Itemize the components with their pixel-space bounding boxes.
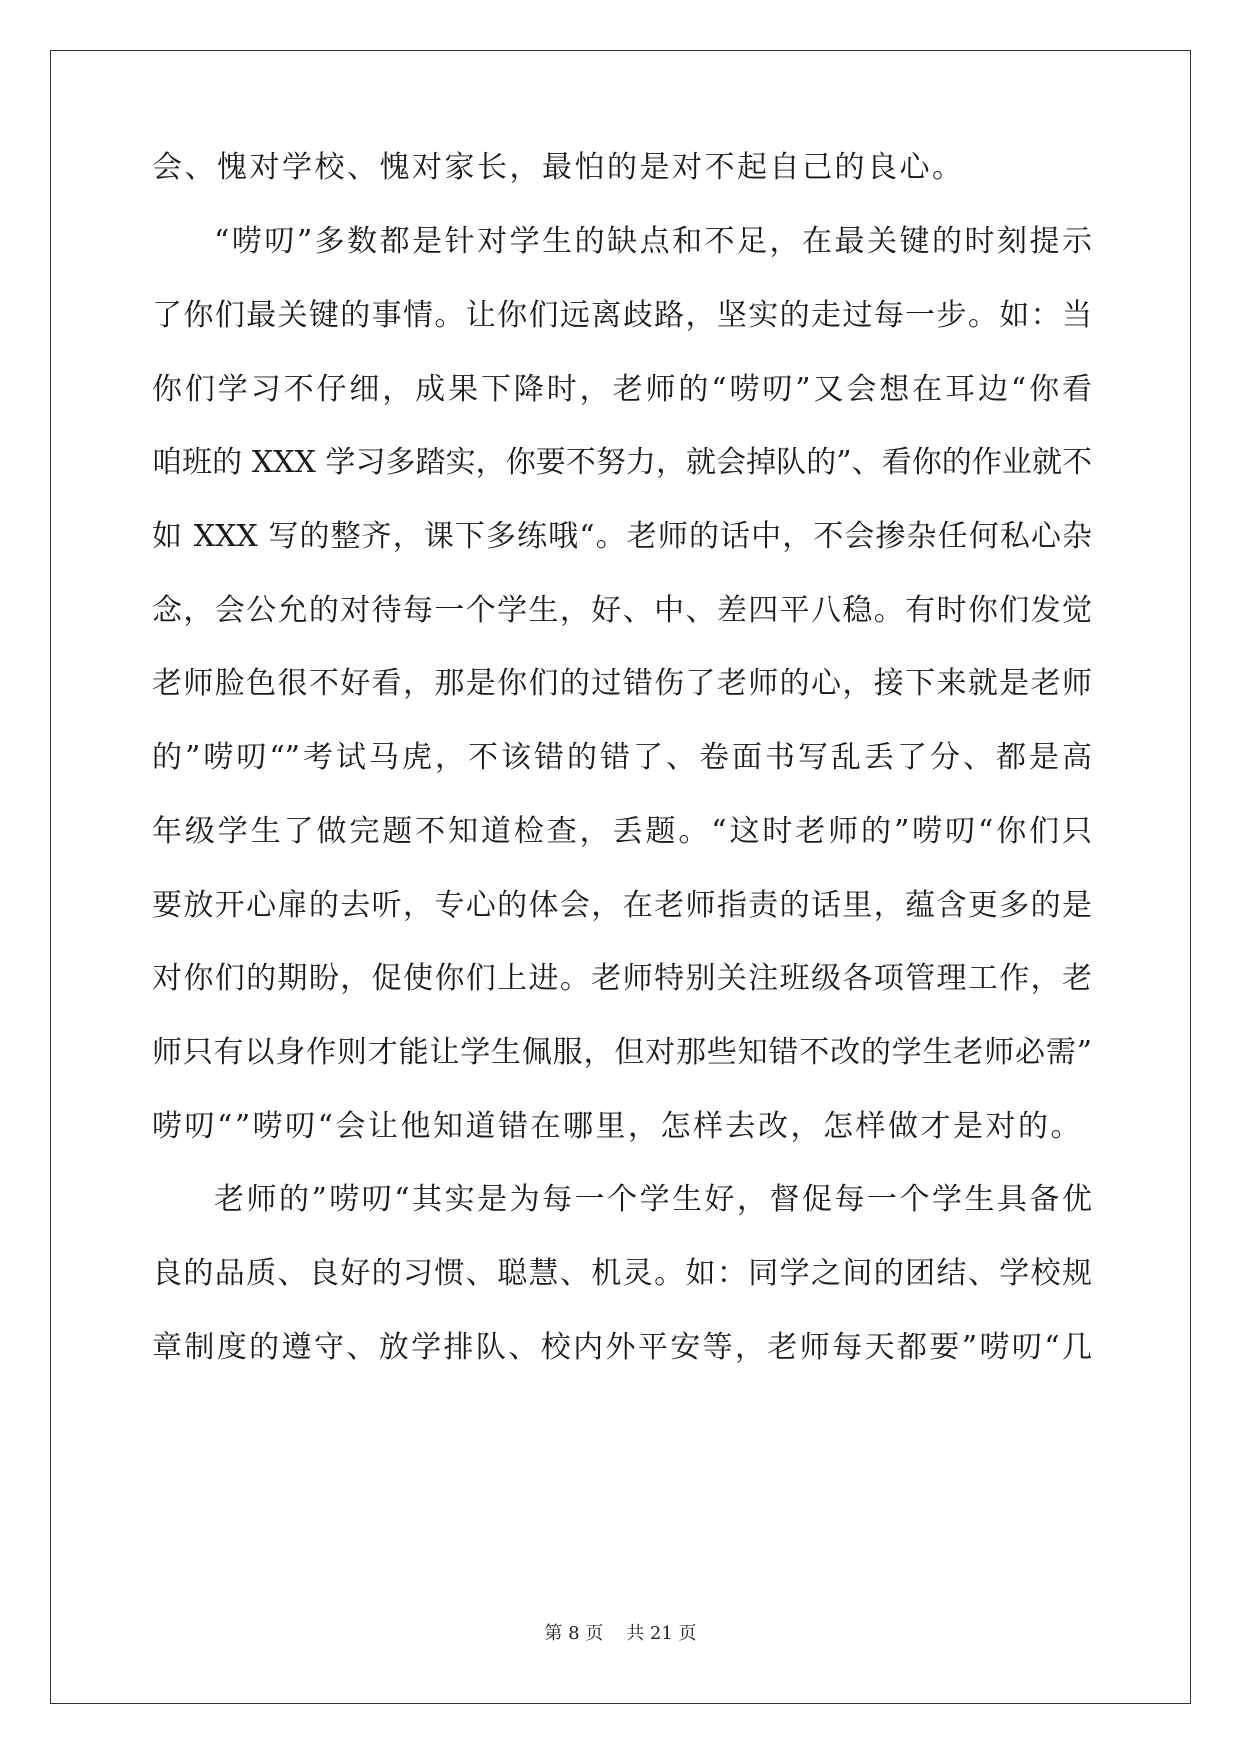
text-line: 良的品质、良好的习惯、聪慧、机灵。如：同学之间的团结、学校规 (152, 1256, 1092, 1291)
text-line: 唠叨“”唠叨“会让他知道错在哪里，怎样去改，怎样做才是对的。 (152, 1109, 1084, 1144)
paragraph-start-line: “唠叨”多数都是针对学生的缺点和不足，在最关键的时刻提示 (214, 224, 1092, 259)
text-line: 会、愧对学校、愧对家长，最怕的是对不起自己的良心。 (152, 150, 965, 185)
text-line: 的”唠叨“”考试马虎，不该错的错了、卷面书写乱丢了分、都是高 (152, 740, 1092, 775)
text-line: 对你们的期盼，促使你们上进。老师特别关注班级各项管理工作，老 (152, 961, 1092, 996)
text-line: 念，会公允的对待每一个学生，好、中、差四平八稳。有时你们发觉 (152, 593, 1092, 628)
paragraph-start-line: 老师的”唠叨“其实是为每一个学生好，督促每一个学生具备优 (214, 1182, 1092, 1217)
page-number-footer: 第 8 页 共 21 页 (544, 1623, 697, 1644)
text-line: 章制度的遵守、放学排队、校内外平安等，老师每天都要”唠叨“几 (152, 1330, 1092, 1365)
text-line: 了你们最关键的事情。让你们远离歧路，坚实的走过每一步。如：当 (152, 298, 1092, 333)
text-line: 咱班的 XXX 学习多踏实，你要不努力，就会掉队的”、看你的作业就不 (152, 445, 1092, 480)
text-line: 你们学习不仔细，成果下降时，老师的“唠叨”又会想在耳边“你看 (152, 372, 1092, 407)
text-line: 老师脸色很不好看，那是你们的过错伤了老师的心，接下来就是老师 (152, 666, 1092, 701)
text-line: 师只有以身作则才能让学生佩服，但对那些知错不改的学生老师必需” (152, 1035, 1092, 1070)
text-line: 如 XXX 写的整齐，课下多练哦“。老师的话中，不会掺杂任何私心杂 (152, 519, 1092, 554)
text-line: 要放开心扉的去听，专心的体会，在老师指责的话里，蕴含更多的是 (152, 888, 1092, 923)
text-line: 年级学生了做完题不知道检查，丢题。“这时老师的”唠叨“你们只 (152, 814, 1092, 849)
